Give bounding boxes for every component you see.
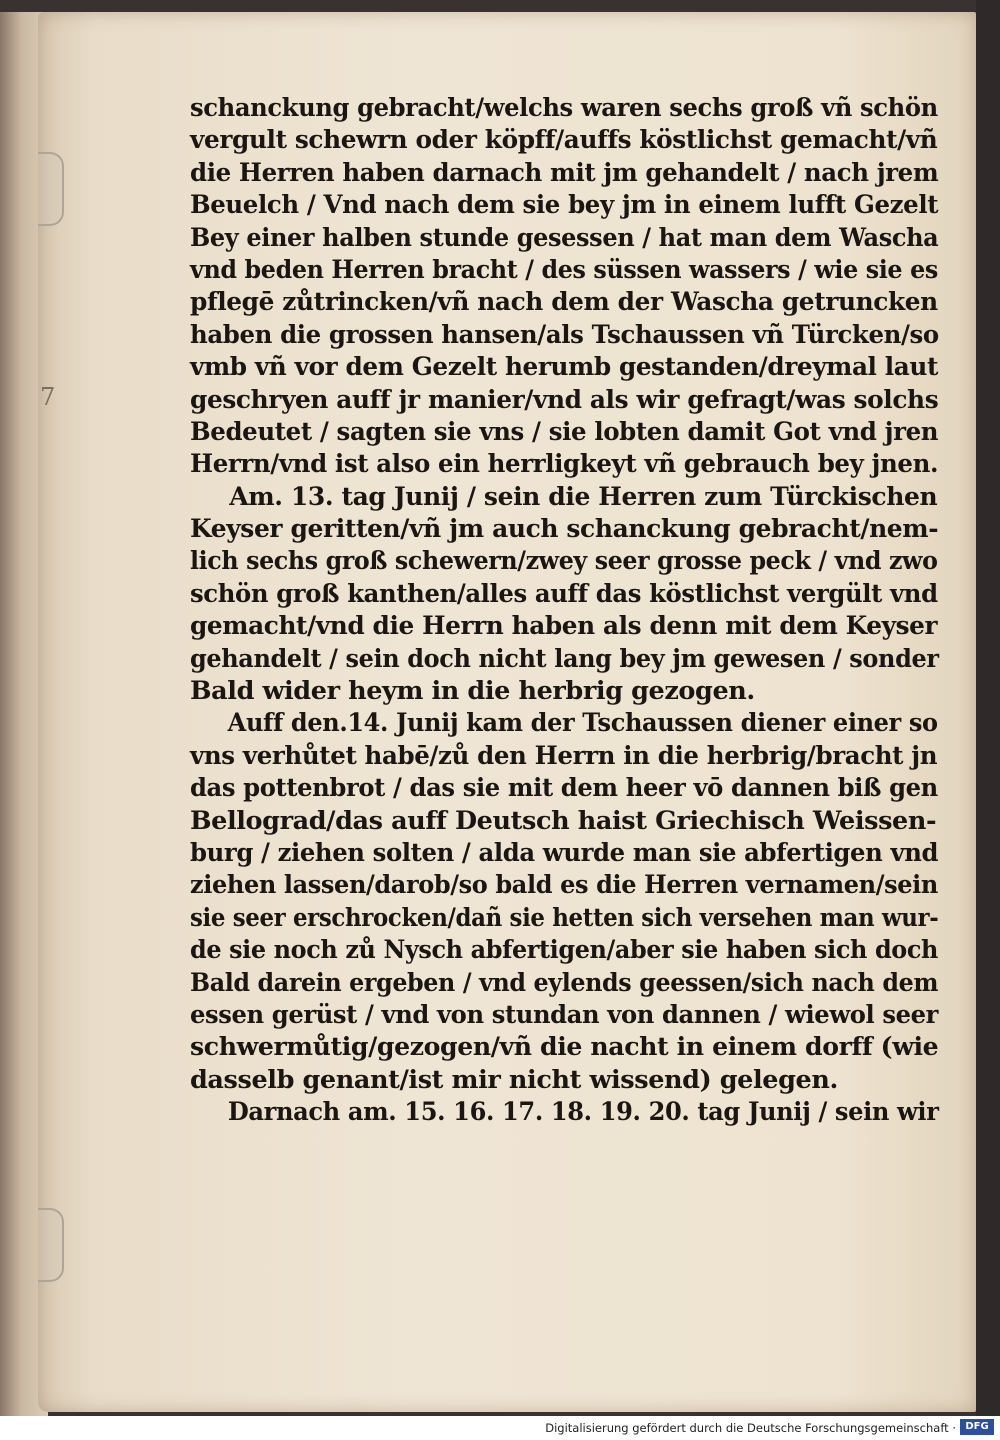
text-line: haben die grossen hansen/als Tschaussen vñ Türcken/so bbox=[190, 319, 939, 350]
text-line: de sie noch zů Nysch abfertigen/aber sie haben sich doch bbox=[190, 935, 939, 966]
text-line: dasselb genant/ist mir nicht wissend) gelegen. bbox=[190, 1064, 838, 1095]
text-line: burg / ziehen solten / alda wurde man sie abfertigen vnd bbox=[190, 837, 939, 868]
text-line: pflegē zůtrincken/vñ nach dem der Wascha getruncken bbox=[190, 287, 938, 318]
margin-mark: 7 bbox=[40, 383, 56, 411]
text-line: Bedeutet / sagten sie vns / sie lobten damit Got vnd jren bbox=[190, 416, 939, 447]
text-line: das pottenbrot / das sie mit dem heer vō dannen biß gen bbox=[190, 773, 938, 804]
text-line: gemacht/vnd die Herrn haben als denn mit dem Keyser bbox=[190, 611, 938, 642]
paragraph-start-line: Darnach am. 15. 16. 17. 18. 19. 20. tag Junij / sein wir bbox=[227, 1097, 939, 1128]
text-line: schwermůtig/gezogen/vñ die nacht in einem dorff (wie bbox=[190, 1032, 939, 1063]
paragraph-start-line: Auff den.14. Junij kam der Tschaussen diener einer so bbox=[227, 708, 938, 739]
dfg-logo: DFG bbox=[960, 1419, 994, 1435]
text-line: die Herren haben darnach mit jm gehandelt / nach jrem bbox=[190, 157, 939, 188]
text-line: schanckung gebracht/welchs waren sechs groß vñ schön bbox=[190, 93, 938, 123]
text-line: Bellograd/das auff Deutsch haist Griechisch Weissen- bbox=[190, 805, 937, 836]
text-line: vergult schewrn oder köpff/auffs köstlichst gemacht/vñ bbox=[190, 125, 938, 156]
page-text bbox=[190, 92, 938, 1129]
text-line: vmb vñ vor dem Gezelt herumb gestanden/dreymal laut bbox=[190, 352, 939, 383]
text-line: Herrn/vnd ist also ein herrligkeyt vñ gebrauch bey jnen. bbox=[190, 449, 939, 480]
text-line: geschryen auff jr manier/vnd als wir gefragt/was solchs bbox=[190, 384, 939, 415]
text-line: lich sechs groß schewern/zwey seer grosse peck / vnd zwo bbox=[190, 546, 938, 577]
text-line: Bald darein ergeben / vnd eylends geessen/sich nach dem bbox=[190, 967, 939, 998]
text-line: Keyser geritten/vñ jm auch schanckung gebracht/nem- bbox=[190, 514, 939, 545]
text-line: vns verhůtet habē/zů den Herrn in die herbrig/bracht jn bbox=[190, 740, 938, 771]
text-line: Bald wider heym in die herbrig gezogen. bbox=[190, 676, 755, 707]
footer-bar bbox=[0, 1416, 1000, 1440]
right-scan-edge bbox=[976, 0, 1000, 1416]
text-line: ziehen lassen/darob/so bald es die Herren vernamen/sein bbox=[190, 870, 938, 901]
text-line: gehandelt / sein doch nicht lang bey jm gewesen / sonder bbox=[190, 643, 939, 674]
text-line: schön groß kanthen/alles auff das köstlichst vergült vnd bbox=[190, 578, 938, 609]
text-line: essen gerüst / vnd von stundan von dannen / wiewol seer bbox=[190, 999, 939, 1030]
text-line: Beuelch / Vnd nach dem sie bey jm in einem lufft Gezelt bbox=[190, 190, 939, 221]
text-line: vnd beden Herren bracht / des süssen wassers / wie sie es bbox=[190, 254, 938, 285]
text-line: sie seer erschrocken/dañ sie hetten sich versehen man wur- bbox=[190, 902, 939, 933]
binding-clip-top bbox=[38, 152, 64, 226]
paragraph-start-line: Am. 13. tag Junij / sein die Herren zum Türckischen bbox=[229, 481, 938, 512]
text-line: Bey einer halben stunde gesessen / hat man dem Wascha bbox=[190, 222, 939, 253]
binding-clip-bottom bbox=[38, 1208, 64, 1282]
funding-credit: Digitalisierung gefördert durch die Deutsche Forschungsgemeinschaft · bbox=[545, 1421, 956, 1435]
